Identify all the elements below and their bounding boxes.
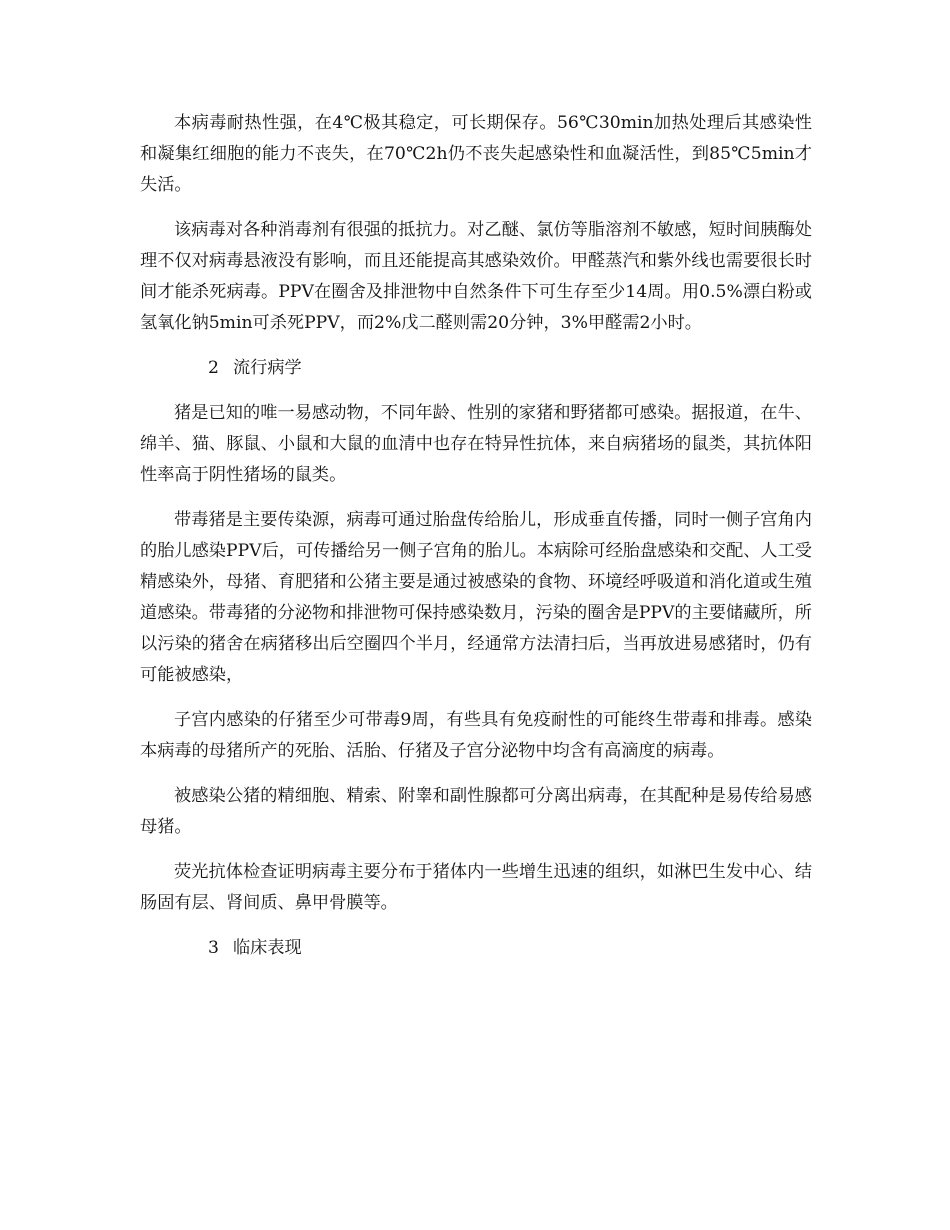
- section-title: 流行病学: [232, 358, 302, 378]
- paragraph-intrauterine-infection: 子宫内感染的仔猪至少可带毒9周，有些具有免疫耐性的可能终生带毒和排毒。感染本病毒的母猪所产的死胎、活胎、仔猪及子宫分泌物中均含有高滴度的病毒。: [140, 710, 812, 761]
- section-title: 临床表现: [232, 938, 302, 958]
- section-number: 2: [208, 358, 219, 378]
- paragraph-disinfectant-resistance: 该病毒对各种消毒剂有很强的抵抗力。对乙醚、氯仿等脂溶剂不敏感，短时间胰酶处理不仅对病毒悬液没有影响，而且还能提高其感染效价。甲醛蒸汽和紫外线也需要很长时间才能杀死病毒。PPV在圈舍及排泄物中自然条件下可生存至少14周。用0.5%漂白粉或氢氧化钠5min可杀死PPV，而2%戊二醛则需20分钟，3%甲醛需2小时。: [140, 220, 812, 333]
- section-heading-clinical: [140, 933, 812, 964]
- paragraph-boar-infection: 被感染公猪的精细胞、精索、附睾和副性腺都可分离出病毒，在其配种是易传给易感母猪。: [140, 786, 812, 837]
- paragraph-susceptible-animals: 猪是已知的唯一易感动物，不同年龄、性别的家猪和野猪都可感染。据报道，在牛、绵羊、猫、豚鼠、小鼠和大鼠的血清中也存在特异性抗体，来自病猪场的鼠类，其抗体阳性率高于阴性猪场的鼠类。: [140, 403, 812, 485]
- section-heading-epidemiology: [140, 353, 812, 384]
- paragraph-virus-distribution: 荧光抗体检查证明病毒主要分布于猪体内一些增生迅速的组织，如淋巴生发中心、结肠固有层、肾间质、鼻甲骨膜等。: [140, 862, 812, 913]
- section-number: 3: [208, 938, 219, 958]
- paragraph-heat-stability: 本病毒耐热性强，在4℃极其稳定，可长期保存。56℃30min加热处理后其感染性和凝集红细胞的能力不丧失，在70℃2h仍不丧失起感染性和血凝活性，到85℃5min才失活。: [140, 113, 812, 195]
- document-body: [140, 108, 812, 978]
- paragraph-transmission-source: 带毒猪是主要传染源，病毒可通过胎盘传给胎儿，形成垂直传播，同时一侧子宫角内的胎儿感染PPV后，可传播给另一侧子宫角的胎儿。本病除可经胎盘感染和交配、人工受精感染外，母猪、育肥猪和公猪主要是通过被感染的食物、环境经呼吸道和消化道或生殖道感染。带毒猪的分泌物和排泄物可保持感染数月，污染的圈舍是PPV的主要储藏所，所以污染的猪舍在病猪移出后空圈四个半月，经通常方法清扫后，当再放进易感猪时，仍有可能被感染，: [140, 510, 812, 685]
